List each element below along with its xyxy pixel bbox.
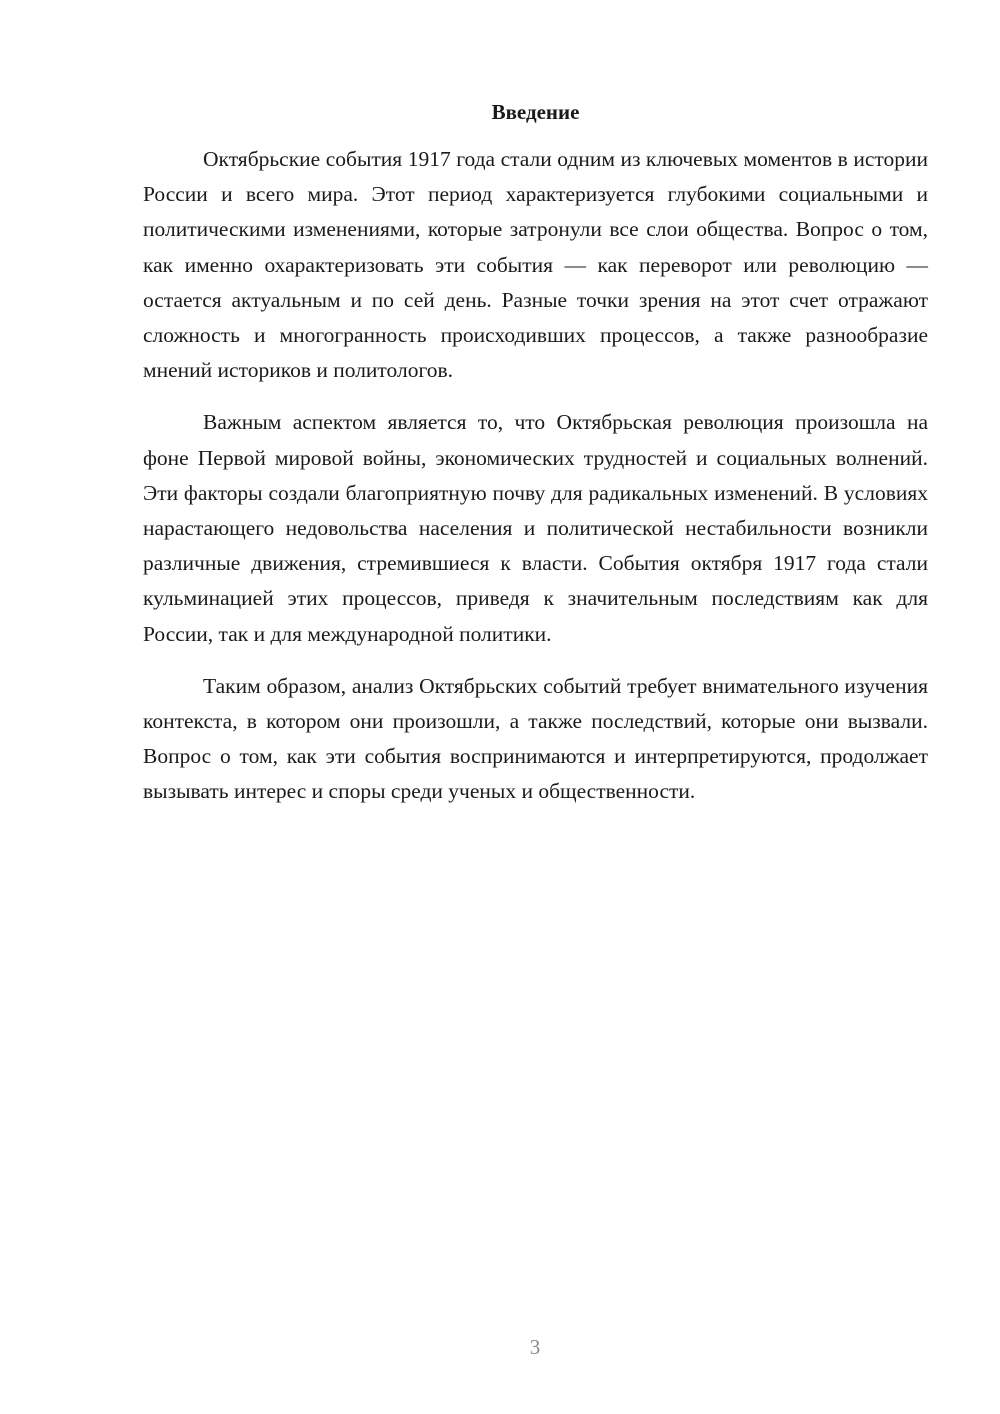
paragraph-3: Таким образом, анализ Октябрьских событий требует внимательного изучения контекста, в котором они произошли, а также последствий, которые они вызвали. Вопрос о том, как эти события воспринимаются и интерпретируются, продолжает вызывать интерес и споры среди ученых и общественности. bbox=[143, 673, 928, 804]
page-number: 3 bbox=[529, 1335, 541, 1359]
section-heading: Введение bbox=[491, 100, 580, 124]
body-text bbox=[143, 142, 928, 827]
paragraph-2: Важным аспектом является то, что Октябрьская революция произошла на фоне Первой мировой войны, экономических трудностей и социальных волнений. Эти факторы создали благоприятную почву для радикальных изменений. В условиях нарастающего недовольства населения и политической нестабильности возникли различные движения, стремившиеся к власти. События октября 1917 года стали кульминацией этих процессов, приведя к значительным последствиям как для России, так и для международной политики. bbox=[143, 410, 928, 646]
paragraph-1: Октябрьские события 1917 года стали одним из ключевых моментов в истории России и всего мира. Этот период характеризуется глубокими социальными и политическими изменениями, которые затронули все слои общества. Вопрос о том, как именно охарактеризовать эти события — как переворот или революцию — остается актуальным и по сей день. Разные точки зрения на этот счет отражают сложность и многогранность происходивших процессов, а также разнообразие мнений историков и политологов. bbox=[143, 147, 928, 383]
